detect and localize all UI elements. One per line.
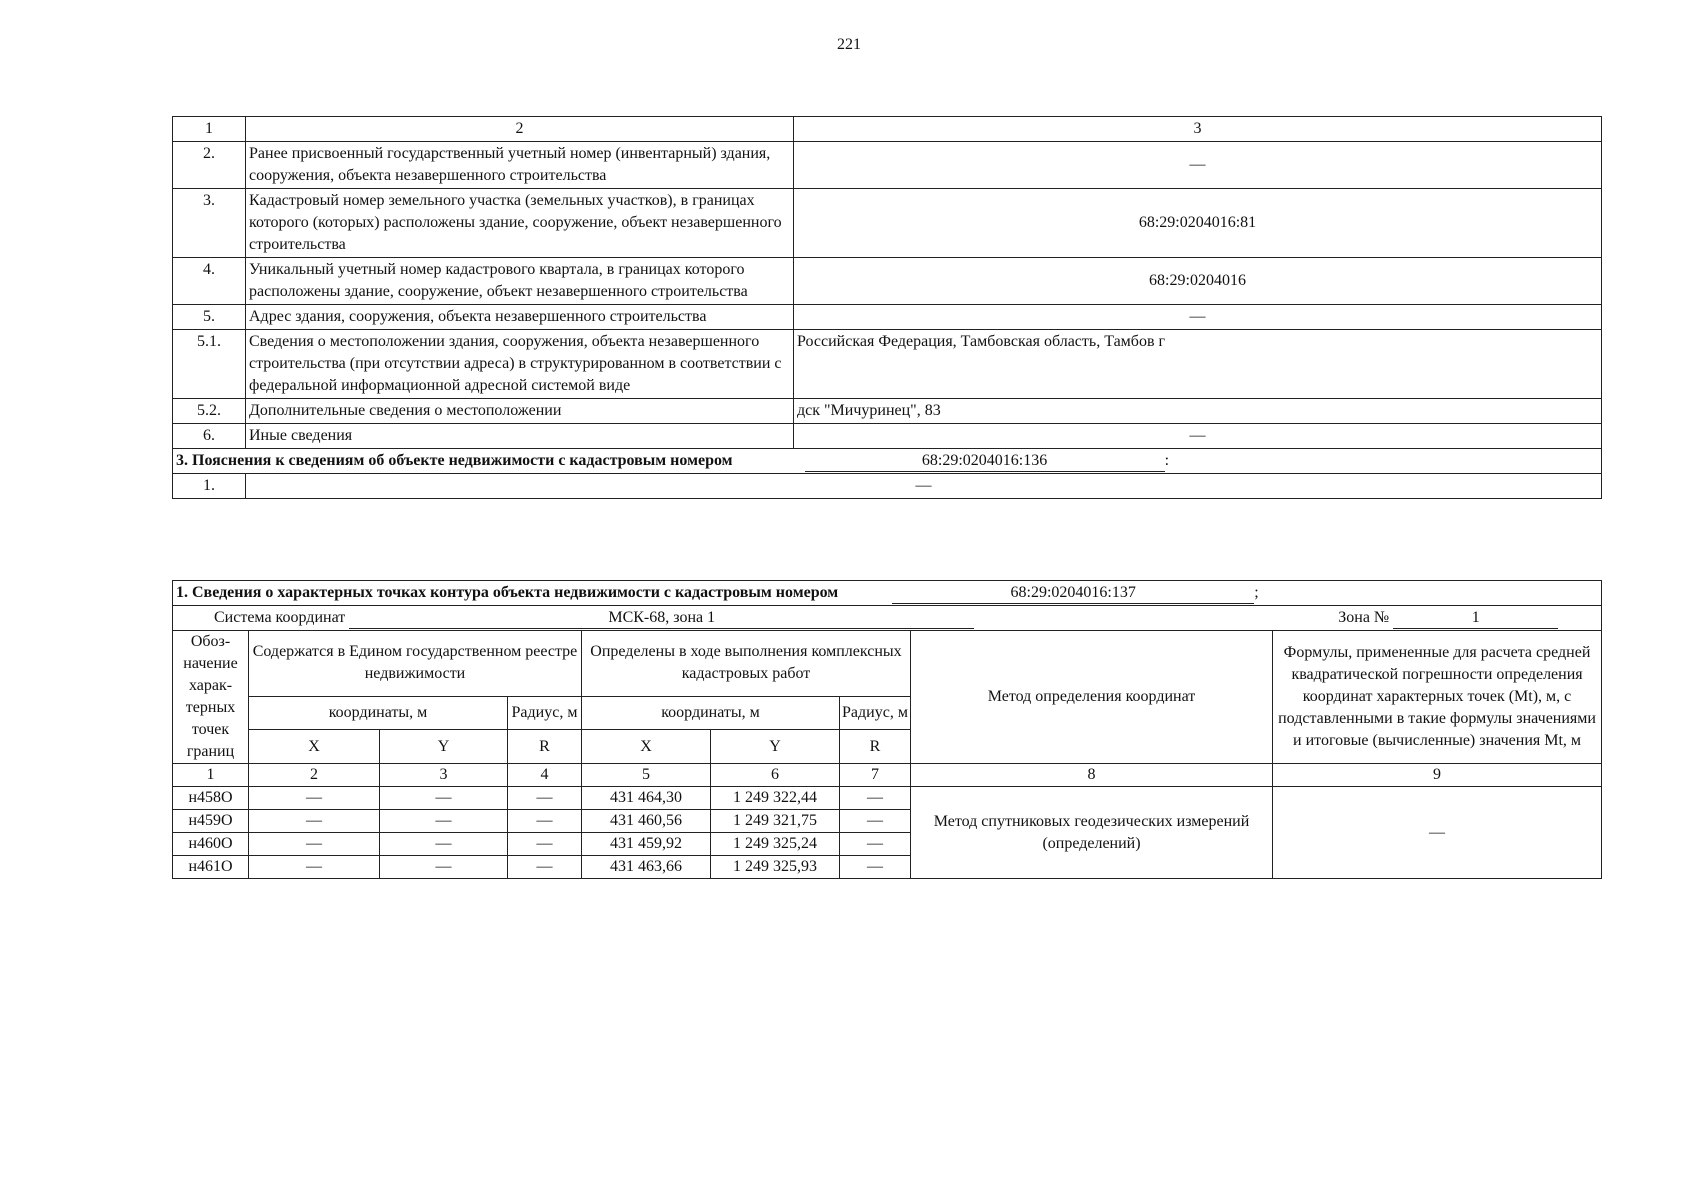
kkr-radius-header: Радиус, м [840, 696, 911, 730]
section-3-cadastral-number: 68:29:0204016:136 [805, 451, 1165, 472]
table-row [173, 399, 1602, 424]
table-row [173, 305, 1602, 330]
section-3-title: 3. Пояснения к сведениям об объекте недвижимости с кадастровым номером [176, 452, 733, 469]
col-number: 3 [380, 764, 508, 787]
row-number: 3. [173, 189, 246, 258]
formula-header: Формулы, примененные для расчета средней квадратической погрешности определения координат характерных точек (Mt), м, с подставленными в такие формулы значениями и итоговые (вычисленные) значения Mt, м [1273, 631, 1602, 764]
point-designation-header: Обоз-начение харак-терных точек границ [173, 631, 249, 764]
point-id: н459О [173, 810, 249, 833]
kkr-coords-header: координаты, м [582, 696, 840, 730]
row-label: Сведения о местоположении здания, сооружения, объекта незавершенного строительства (при отсутствии адреса) в структурированном в соответствии с федеральной информационной адресной системой виде [246, 330, 794, 399]
table-row [173, 189, 1602, 258]
row-value: — [246, 474, 1602, 499]
section-1-cadastral-number: 68:29:0204016:137 [892, 583, 1254, 604]
row-value: Российская Федерация, Тамбовская область, Тамбов г [794, 330, 1602, 399]
kkr-r: — [840, 810, 911, 833]
point-id: н460О [173, 833, 249, 856]
kkr-y: 1 249 321,75 [711, 810, 840, 833]
table-row [173, 424, 1602, 449]
col-number: 2 [249, 764, 380, 787]
kkr-r: — [840, 833, 911, 856]
kkr-y-header: Y [711, 730, 840, 764]
egrn-r: — [508, 833, 582, 856]
kkr-y: 1 249 322,44 [711, 787, 840, 810]
table-row [173, 330, 1602, 399]
col-number: 5 [582, 764, 711, 787]
kkr-x: 431 464,30 [582, 787, 711, 810]
kkr-r: — [840, 787, 911, 810]
coord-system-row [173, 606, 1602, 631]
coord-system-cell [173, 606, 1602, 631]
col-number: 1 [173, 764, 249, 787]
kkr-y: 1 249 325,93 [711, 856, 840, 879]
row-number: 6. [173, 424, 246, 449]
row-value: дск "Мичуринец", 83 [794, 399, 1602, 424]
row-number: 5.1. [173, 330, 246, 399]
column-numbers-row [173, 764, 1602, 787]
egrn-header: Содержатся в Едином государственном реестре недвижимости [249, 631, 582, 697]
row-label: Ранее присвоенный государственный учетный номер (инвентарный) здания, сооружения, объекта незавершенного строительства [246, 142, 794, 189]
row-number: 1. [173, 474, 246, 499]
kkr-x-header: X [582, 730, 711, 764]
row-value: 68:29:0204016:81 [794, 189, 1602, 258]
point-id: н461О [173, 856, 249, 879]
table-header-row [173, 117, 1602, 142]
row-value: 68:29:0204016 [794, 258, 1602, 305]
zone-label: Зона № [1338, 609, 1390, 626]
zone-value: 1 [1393, 608, 1558, 629]
kkr-x: 431 459,92 [582, 833, 711, 856]
section-3-header-row [173, 449, 1602, 474]
table-row [173, 787, 1602, 810]
row-label: Дополнительные сведения о местоположении [246, 399, 794, 424]
object-info-table [172, 116, 1602, 499]
coord-system-label: Система координат [214, 609, 346, 626]
kkr-x: 431 463,66 [582, 856, 711, 879]
egrn-y: — [380, 833, 508, 856]
row-label: Адрес здания, сооружения, объекта незавершенного строительства [246, 305, 794, 330]
egrn-x: — [249, 787, 380, 810]
row-value: — [794, 142, 1602, 189]
section-3-header [173, 449, 1602, 474]
col-header: 3 [794, 117, 1602, 142]
section-1-header [173, 581, 1602, 606]
kkr-r-header: R [840, 730, 911, 764]
kkr-r: — [840, 856, 911, 879]
section-3-suffix: : [1164, 452, 1170, 469]
formula-value: — [1273, 787, 1602, 879]
egrn-y: — [380, 810, 508, 833]
col-number: 4 [508, 764, 582, 787]
kkr-y: 1 249 325,24 [711, 833, 840, 856]
egrn-r: — [508, 856, 582, 879]
table-row [173, 142, 1602, 189]
section-1-header-row [173, 581, 1602, 606]
kkr-header: Определены в ходе выполнения комплексных кадастровых работ [582, 631, 911, 697]
col-number: 7 [840, 764, 911, 787]
section-1-suffix: ; [1254, 584, 1259, 601]
egrn-y: — [380, 856, 508, 879]
row-label: Уникальный учетный номер кадастрового квартала, в границах которого расположены здание, сооружение, объект незавершенного строительства [246, 258, 794, 305]
col-header: 2 [246, 117, 794, 142]
row-value: — [794, 424, 1602, 449]
col-number: 9 [1273, 764, 1602, 787]
method-value: Метод спутниковых геодезических измерений (определений) [911, 787, 1273, 879]
egrn-r: — [508, 787, 582, 810]
col-header: 1 [173, 117, 246, 142]
row-number: 5. [173, 305, 246, 330]
egrn-radius-header: Радиус, м [508, 696, 582, 730]
row-number: 2. [173, 142, 246, 189]
contour-points-table [172, 580, 1602, 879]
egrn-r: — [508, 810, 582, 833]
egrn-r-header: R [508, 730, 582, 764]
section-1-title: 1. Сведения о характерных точках контура объекта недвижимости с кадастровым номером [176, 584, 839, 601]
kkr-x: 431 460,56 [582, 810, 711, 833]
col-number: 8 [911, 764, 1273, 787]
row-number: 4. [173, 258, 246, 305]
egrn-x-header: X [249, 730, 380, 764]
header-row-1 [173, 631, 1602, 697]
table-row [173, 258, 1602, 305]
coord-system-value: МСК-68, зона 1 [349, 608, 974, 629]
row-value: — [794, 305, 1602, 330]
egrn-y: — [380, 787, 508, 810]
row-label: Иные сведения [246, 424, 794, 449]
col-number: 6 [711, 764, 840, 787]
egrn-coords-header: координаты, м [249, 696, 508, 730]
table-row [173, 474, 1602, 499]
egrn-x: — [249, 833, 380, 856]
row-number: 5.2. [173, 399, 246, 424]
row-label: Кадастровый номер земельного участка (земельных участков), в границах которого (которых) расположены здание, сооружение, объект незавершенного строительства [246, 189, 794, 258]
page-number: 221 [837, 36, 861, 53]
egrn-x: — [249, 810, 380, 833]
point-id: н458О [173, 787, 249, 810]
egrn-x: — [249, 856, 380, 879]
egrn-y-header: Y [380, 730, 508, 764]
method-header: Метод определения координат [911, 631, 1273, 764]
